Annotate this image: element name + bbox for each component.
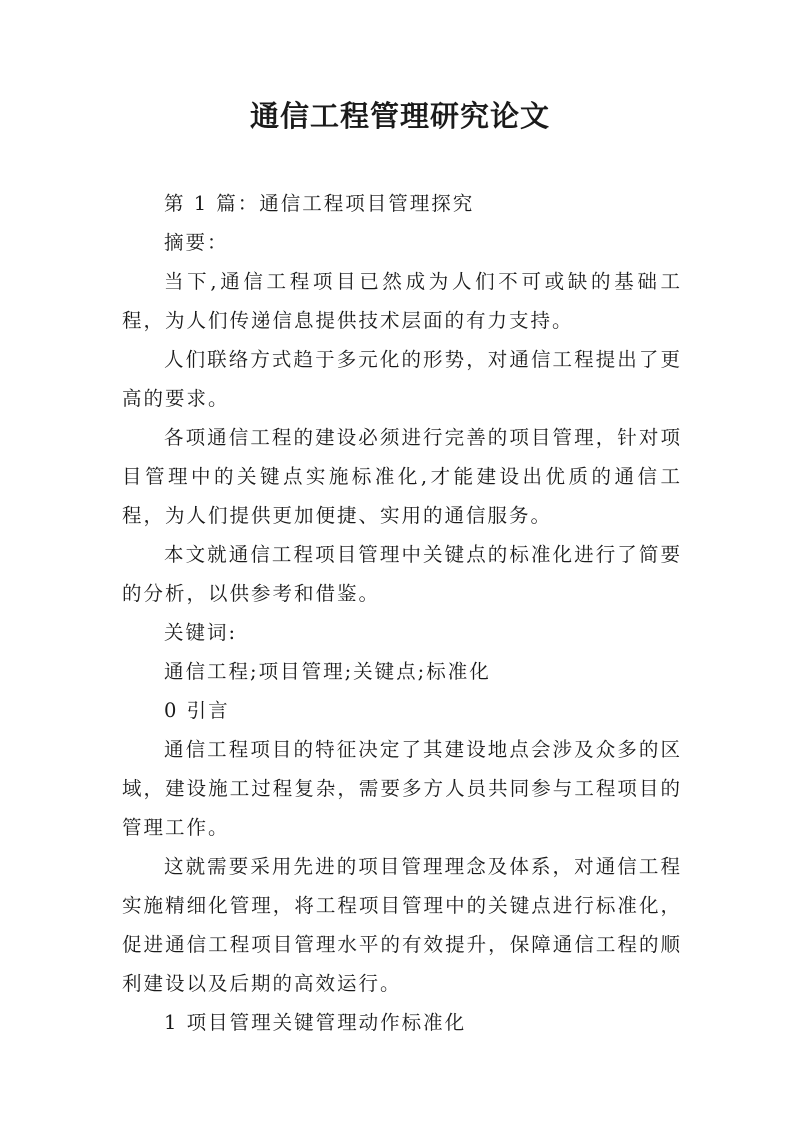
abstract-label: 摘要： xyxy=(164,231,229,254)
keywords-label: 关键词: xyxy=(164,621,238,644)
paragraph: 通信工程项目的特征决定了其建设地点会涉及众多的区域，建设施工过程复杂，需要多方人员共同参与工程项目的管理工作。 xyxy=(122,738,682,839)
paragraph: 这就需要采用先进的项目管理理念及体系，对通信工程实施精细化管理，将工程项目管理中的关键点进行标准化，促进通信工程项目管理水平的有效提升，保障通信工程的顺利建设以及后期的高效运行。 xyxy=(122,855,682,995)
section-heading: 1 项目管理关键管理动作标准化 xyxy=(164,1011,467,1034)
section-heading: 0 引言 xyxy=(164,699,230,722)
document-body xyxy=(122,184,682,1042)
section-heading: 第 1 篇：通信工程项目管理探究 xyxy=(164,192,475,215)
keywords-list: 通信工程;项目管理;关键点;标准化 xyxy=(164,660,491,683)
paragraph: 当下,通信工程项目已然成为人们不可或缺的基础工程，为人们传递信息提供技术层面的有力支持。 xyxy=(122,270,682,332)
paragraph: 人们联络方式趋于多元化的形势，对通信工程提出了更高的要求。 xyxy=(122,348,682,410)
document-title: 通信工程管理研究论文 xyxy=(249,99,550,133)
paragraph: 本文就通信工程项目管理中关键点的标准化进行了简要的分析，以供参考和借鉴。 xyxy=(122,543,682,605)
paragraph: 各项通信工程的建设必须进行完善的项目管理，针对项目管理中的关键点实施标准化,才能建设出优质的通信工程，为人们提供更加便捷、实用的通信服务。 xyxy=(122,426,682,527)
